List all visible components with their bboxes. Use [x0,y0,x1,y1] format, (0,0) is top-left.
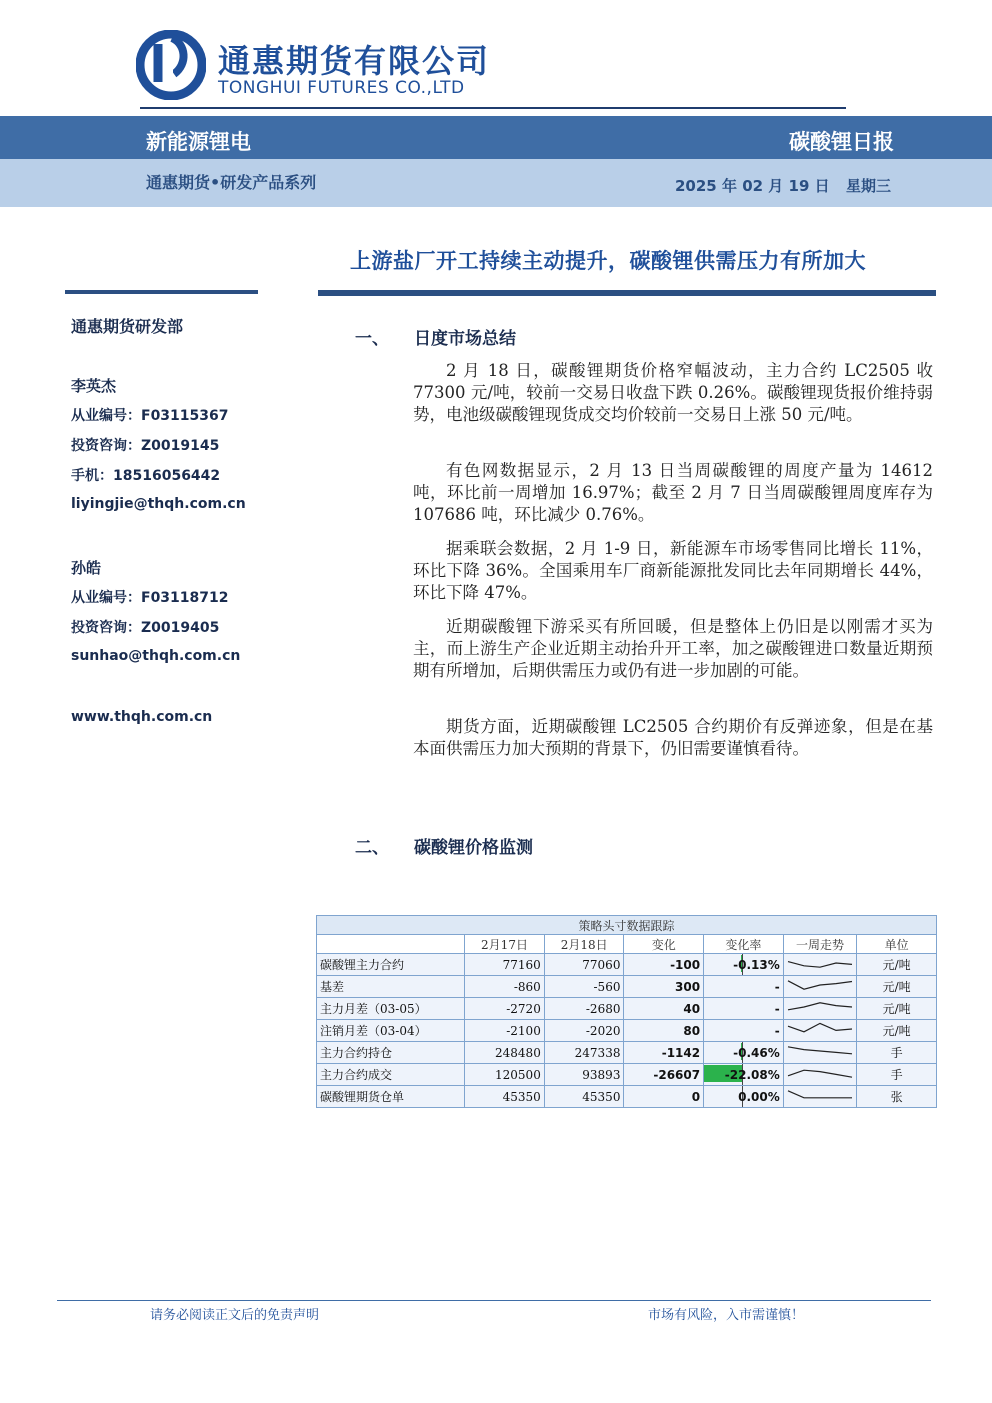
change-rate: - [704,976,784,998]
change-rate: -22.08% [704,1064,784,1086]
table-row [317,954,937,976]
header-divider [140,107,846,109]
row-name: 主力月差（03-05） [317,998,465,1020]
report-title: 上游盐厂开工持续主动提升，碳酸锂供需压力有所加大 [350,249,866,273]
value-feb17: 45350 [465,1086,545,1108]
sparkline [784,976,856,994]
value-feb17: -860 [465,976,545,998]
unit: 元/吨 [857,954,937,976]
sparkline-path [788,1091,852,1098]
table-header: 单位 [857,935,937,954]
value-feb18: 45350 [544,1086,624,1108]
value-feb18: 93893 [544,1064,624,1086]
change-rate: - [704,998,784,1020]
analyst-name: 孙皓 [71,559,102,577]
table-row [317,976,937,998]
value-feb17: 120500 [465,1064,545,1086]
unit: 张 [857,1086,937,1108]
value-feb18: -2020 [544,1020,624,1042]
change-value: 40 [624,998,704,1020]
analyst-license: 从业编号：F03118712 [71,590,229,606]
footer-divider [57,1300,931,1301]
value-feb17: 77160 [465,954,545,976]
weekly-trend [783,954,857,976]
change-value: -26607 [624,1064,704,1086]
sparkline [784,1064,856,1082]
series-name: 新能源锂电 [146,130,251,154]
company-logo-icon [136,30,206,100]
paragraph: 有色网数据显示，2 月 13 日当周碳酸锂的周度产量为 14612 吨，环比前一周增加 16.97%；截至 2 月 7 日当周碳酸锂周度库存为 107686 吨，环比减少 0.76%。 [413,461,933,524]
change-rate: -0.46% [704,1042,784,1064]
research-dept: 通惠期货研发部 [71,317,184,336]
analyst-email[interactable]: sunhao@thqh.com.cn [71,648,241,664]
change-value: -1142 [624,1042,704,1064]
unit: 元/吨 [857,976,937,998]
table-row [317,1064,937,1086]
weekly-trend [783,1042,857,1064]
weekly-trend [783,1086,857,1108]
sparkline [784,1042,856,1060]
report-type: 碳酸锂日报 [789,130,894,154]
row-name: 主力合约成交 [317,1064,465,1086]
table-header [317,935,465,954]
row-name: 碳酸锂期货仓单 [317,1086,465,1108]
analyst-advisory: 投资咨询：Z0019145 [71,438,220,454]
section-number: 一、 [355,329,389,349]
row-name: 主力合约持仓 [317,1042,465,1064]
company-name-cn: 通惠期货有限公司 [218,42,491,80]
change-value: 80 [624,1020,704,1042]
table-row [317,1086,937,1108]
row-name: 注销月差（03-04） [317,1020,465,1042]
value-feb18: -560 [544,976,624,998]
value-feb18: -2680 [544,998,624,1020]
table-header: 一周走势 [783,935,857,954]
value-feb17: 248480 [465,1042,545,1064]
change-value: 0 [624,1086,704,1108]
sparkline-path [788,962,852,968]
analyst-phone: 手机：18516056442 [71,468,221,484]
sparkline-path [788,981,852,989]
paragraph: 据乘联会数据，2 月 1-9 日，新能源车市场零售同比增长 11%，环比下降 36%。全国乘用车厂商新能源批发同比去年同期增长 44%，环比下降 47%。 [413,539,933,602]
change-value: 300 [624,976,704,998]
unit: 手 [857,1042,937,1064]
disclaimer-note: 请务必阅读正文后的免责声明 [150,1308,320,1323]
risk-warning: 市场有风险，入市需谨慎！ [648,1308,805,1323]
change-rate: - [704,1020,784,1042]
analyst-license: 从业编号：F03115367 [71,408,229,424]
table-header: 2月17日 [465,935,545,954]
paragraph: 近期碳酸锂下游采买有所回暖，但是整体上仍旧是以刚需才买为主，而上游生产企业近期主动抬升开工率，加之碳酸锂进口数量近期预期有所增加，后期供需压力或仍有进一步加剧的可能。 [413,617,933,680]
value-feb18: 247338 [544,1042,624,1064]
paragraph: 2 月 18 日，碳酸锂期货价格窄幅波动，主力合约 LC2505 收 77300 元/吨，较前一交易日收盘下跌 0.26%。碳酸锂现货报价维持弱势，电池级碳酸锂现货成交均价较前一交易日上涨 50 元/吨。 [413,361,933,424]
sparkline [784,1086,856,1104]
sparkline-path [788,1003,852,1010]
table-row [317,1042,937,1064]
value-feb17: -2720 [465,998,545,1020]
analyst-advisory: 投资咨询：Z0019405 [71,620,220,636]
table-header: 2月18日 [544,935,624,954]
company-name-en: TONGHUI FUTURES CO.,LTD [218,78,465,98]
sidebar-divider [65,290,258,294]
price-monitor-table [316,915,937,1108]
sparkline-path [788,1047,852,1054]
weekly-trend [783,1020,857,1042]
analyst-email[interactable]: liyingjie@thqh.com.cn [71,496,246,512]
section-title: 碳酸锂价格监测 [414,838,533,858]
unit: 手 [857,1064,937,1086]
sparkline-path [788,1023,852,1031]
table-header: 变化 [624,935,704,954]
table-row [317,998,937,1020]
change-rate: 0.00% [704,1086,784,1108]
sparkline [784,998,856,1016]
weekly-trend [783,998,857,1020]
unit: 元/吨 [857,1020,937,1042]
sparkline-path [788,1070,852,1077]
row-name: 基差 [317,976,465,998]
sparkline [784,1020,856,1038]
weekly-trend [783,976,857,998]
table-header: 变化率 [704,935,784,954]
weekly-trend [783,1064,857,1086]
change-rate: -0.13% [704,954,784,976]
report-weekday: 星期三 [846,177,892,195]
series-subtitle: 通惠期货•研发产品系列 [146,173,317,192]
website-link[interactable]: www.thqh.com.cn [71,709,213,725]
table-row [317,1020,937,1042]
value-feb17: -2100 [465,1020,545,1042]
paragraph: 期货方面，近期碳酸锂 LC2505 合约期价有反弹迹象，但是在基本面供需压力加大预期的背景下，仍旧需要谨慎看待。 [413,717,933,758]
title-divider [318,290,936,296]
row-name: 碳酸锂主力合约 [317,954,465,976]
table-caption: 策略头寸数据跟踪 [317,916,937,935]
value-feb18: 77060 [544,954,624,976]
unit: 元/吨 [857,998,937,1020]
section-title: 日度市场总结 [414,329,516,349]
analyst-name: 李英杰 [71,377,117,395]
section-number: 二、 [355,838,389,858]
report-date: 2025 年 02 月 19 日 [675,177,830,195]
sparkline [784,954,856,972]
change-value: -100 [624,954,704,976]
